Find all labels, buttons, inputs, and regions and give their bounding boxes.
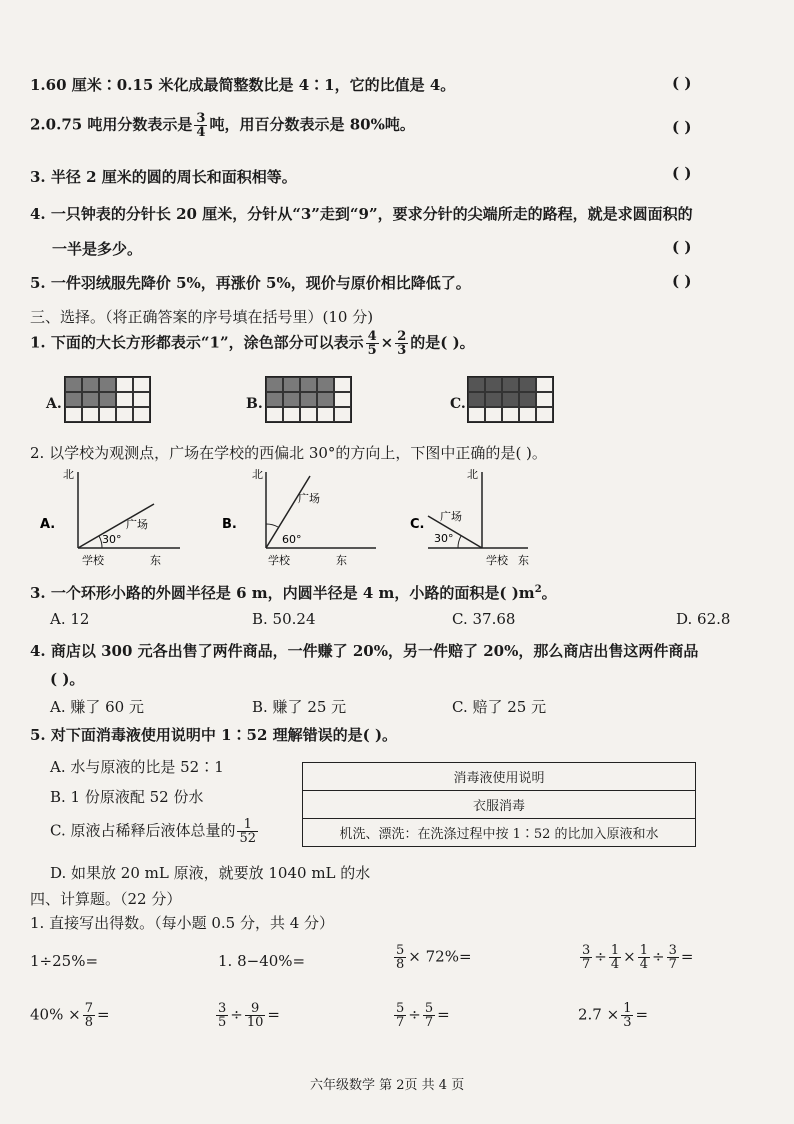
fraction: $\frac{5}{8}$ bbox=[396, 943, 405, 972]
svg-text:60°: 60° bbox=[282, 533, 302, 546]
fraction: $\frac{1}{4}$ bbox=[610, 943, 620, 972]
choice-q2: 2. 以学校为观测点，广场在学校的西偏北 30°的方向上，下图中正确的是( )。 bbox=[30, 444, 547, 462]
section4-subtitle: 1. 直接写出得数。（每小题 0.5 分，共 4 分） bbox=[30, 914, 335, 932]
judge-q2-post: 吨，用百分数表示是 80%吨。 bbox=[209, 115, 415, 134]
option-c[interactable]: C. 37.68 bbox=[452, 610, 516, 628]
fraction: $\frac{3}{7}$ bbox=[668, 943, 677, 972]
section3-title: 三、选择。（将正确答案的序号填在括号里）(10 分) bbox=[30, 308, 374, 326]
svg-text:学校: 学校 bbox=[268, 554, 290, 567]
judge-q3: 3. 半径 2 厘米的圆的周长和面积相等。 bbox=[30, 168, 297, 186]
fraction: $\frac{3}{4}$ bbox=[196, 111, 206, 140]
judge-q5: 5. 一件羽绒服先降价 5%，再涨价 5%，现价与原价相比降低了。 bbox=[30, 274, 471, 292]
calc-r1c4: $\frac{3}{7}$ ÷ $\frac{1}{4}$ × $\frac{1}{4}$ ÷ $\frac{3}{7}$ = bbox=[582, 943, 694, 972]
answer-paren[interactable]: ( ) bbox=[672, 272, 692, 290]
diagram-a[interactable] bbox=[40, 468, 180, 567]
fraction: $\frac{4}{5}$ bbox=[367, 329, 377, 358]
grid-option-c[interactable] bbox=[467, 376, 554, 423]
disinfectant-instructions-table bbox=[302, 762, 696, 847]
svg-text:广场: 广场 bbox=[298, 492, 320, 505]
svg-text:广场: 广场 bbox=[126, 518, 148, 531]
calc-r1c2: 1. 8−40%= bbox=[218, 952, 306, 970]
option-a[interactable]: A. 12 bbox=[50, 610, 90, 628]
page-footer: 六年级数学 第 2页 共 4 页 bbox=[310, 1078, 465, 1093]
fraction: $\frac{5}{7}$ bbox=[424, 1001, 434, 1030]
diagram-c[interactable] bbox=[410, 468, 529, 567]
option-d[interactable]: D. 如果放 20 mL 原液，就要放 1040 mL 的水 bbox=[50, 864, 371, 882]
choice-q4-line2: ( )。 bbox=[50, 670, 85, 688]
option-b[interactable]: B. 50.24 bbox=[252, 610, 316, 628]
choice-q4-line1: 4. 商店以 300 元各出售了两件商品，一件赚了 20%，另一件赔了 20%，那么商店出售这两件商品 bbox=[30, 642, 699, 660]
svg-text:B.: B. bbox=[222, 517, 237, 532]
option-a[interactable]: A. 水与原液的比是 52∶1 bbox=[50, 758, 224, 776]
svg-text:学校: 学校 bbox=[486, 554, 508, 567]
calc-r2c3: $\frac{5}{7}$ ÷ $\frac{5}{7}$ = bbox=[396, 1001, 450, 1030]
svg-text:北: 北 bbox=[63, 468, 74, 481]
table-body: 机洗、漂洗：在洗涤过程中按 1∶52 的比加入原液和水 bbox=[303, 819, 696, 847]
direction-diagrams bbox=[30, 466, 790, 578]
fraction: $\frac{9}{10}$ bbox=[246, 1001, 264, 1030]
judge-q2-pre: 2.0.75 吨用分数表示是 bbox=[30, 115, 193, 134]
table-subtitle: 衣服消毒 bbox=[303, 791, 696, 819]
grid-option-b[interactable] bbox=[265, 376, 352, 423]
option-label: C. bbox=[450, 396, 466, 412]
svg-text:北: 北 bbox=[467, 468, 478, 481]
answer-paren[interactable]: ( ) bbox=[672, 74, 692, 92]
svg-text:东: 东 bbox=[518, 554, 529, 567]
fraction: $\frac{3}{5}$ bbox=[218, 1001, 227, 1030]
fraction: $\frac{7}{8}$ bbox=[84, 1001, 93, 1030]
fraction: $\frac{1}{3}$ bbox=[623, 1001, 632, 1030]
answer-paren[interactable]: ( ) bbox=[672, 238, 692, 256]
option-d[interactable]: D. 62.8 bbox=[676, 610, 731, 628]
choice-q3: 3. 一个环形小路的外圆半径是 6 m，内圆半径是 4 m，小路的面积是( )$m^2$。 bbox=[30, 584, 557, 602]
fraction: $\frac{5}{7}$ bbox=[396, 1001, 405, 1030]
svg-text:学校: 学校 bbox=[82, 554, 104, 567]
option-c[interactable]: C. 赔了 25 元 bbox=[452, 698, 547, 716]
calc-r1c1: 1÷25%= bbox=[30, 952, 99, 970]
fraction: $\frac{2}{3}$ bbox=[397, 329, 407, 358]
svg-text:C.: C. bbox=[410, 517, 425, 532]
svg-text:广场: 广场 bbox=[440, 510, 462, 523]
svg-text:北: 北 bbox=[252, 468, 263, 481]
option-c[interactable]: C. 原液占稀释后液体总量的 $\frac{1}{52}$ bbox=[50, 817, 257, 846]
svg-text:30°: 30° bbox=[102, 533, 122, 546]
grid-option-a[interactable] bbox=[64, 376, 151, 423]
fraction: $\frac{3}{7}$ bbox=[582, 943, 591, 972]
answer-paren[interactable]: ( ) bbox=[672, 164, 692, 182]
calc-r2c1: 40% × $\frac{7}{8}$ = bbox=[30, 1001, 110, 1030]
svg-text:A.: A. bbox=[40, 517, 56, 532]
choice-q1: 1. 下面的大长方形都表示“1”，涂色部分可以表示 $\frac{4}{5}$ × $\frac{2}{3}$ 的是( )。 bbox=[30, 329, 475, 358]
svg-text:30°: 30° bbox=[434, 532, 454, 545]
option-a[interactable]: A. 赚了 60 元 bbox=[50, 698, 144, 716]
option-b[interactable]: B. 赚了 25 元 bbox=[252, 698, 347, 716]
diagram-b[interactable] bbox=[222, 468, 376, 567]
answer-paren[interactable]: ( ) bbox=[672, 118, 692, 136]
svg-text:东: 东 bbox=[336, 554, 347, 567]
calc-r2c2: $\frac{3}{5}$ ÷ $\frac{9}{10}$ = bbox=[218, 1001, 280, 1030]
option-b[interactable]: B. 1 份原液配 52 份水 bbox=[50, 788, 204, 806]
table-title: 消毒液使用说明 bbox=[303, 763, 696, 791]
choice-q5: 5. 对下面消毒液使用说明中 1∶52 理解错误的是( )。 bbox=[30, 726, 398, 744]
section4-title: 四、计算题。（22 分） bbox=[30, 890, 182, 908]
judge-q2 bbox=[30, 112, 415, 139]
option-label: A. bbox=[46, 396, 62, 412]
option-label: B. bbox=[246, 396, 263, 412]
judge-q4-line2: 一半是多少。 bbox=[52, 240, 143, 258]
judge-q4-line1: 4. 一只钟表的分针长 20 厘米，分针从“3”走到“9”，要求分针的尖端所走的路程，就是求圆面积的 bbox=[30, 205, 693, 223]
fraction: $\frac{1}{52}$ bbox=[239, 817, 257, 846]
calc-r1c3: $\frac{5}{8}$ × 72%= bbox=[396, 943, 472, 972]
svg-text:东: 东 bbox=[150, 554, 161, 567]
fraction: $\frac{1}{4}$ bbox=[639, 943, 648, 972]
calc-r2c4: 2.7 × $\frac{1}{3}$ = bbox=[578, 1001, 649, 1030]
judge-q1: 1.60 厘米∶0.15 米化成最简整数比是 4∶1，它的比值是 4。 bbox=[30, 76, 456, 94]
